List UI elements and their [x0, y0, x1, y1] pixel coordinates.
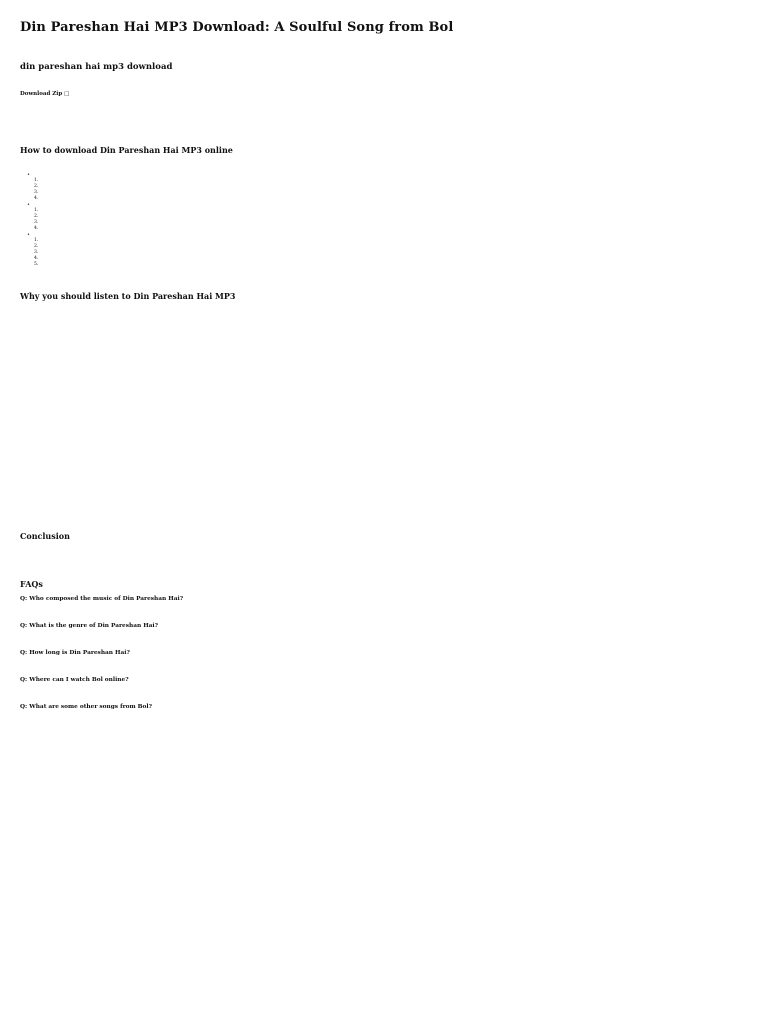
- lyrics-stanza-1: [34, 350, 334, 375]
- conclusion-heading: Conclusion: [20, 531, 70, 541]
- text-line: [20, 637, 750, 641]
- bullet-icon: •: [27, 232, 30, 238]
- text-line: [20, 664, 750, 668]
- text-line: [20, 124, 750, 128]
- text-line: [20, 43, 750, 47]
- text-line: [20, 566, 750, 570]
- faq-answer: [20, 637, 750, 643]
- step-number: 1.: [34, 208, 39, 213]
- text-line: [20, 306, 750, 310]
- lyric-line: [34, 369, 334, 375]
- lyric-line: [34, 460, 334, 466]
- text-line: [20, 547, 750, 551]
- faq-question: Q: How long is Din Pareshan Hai?: [20, 650, 130, 656]
- site-steps: [34, 238, 754, 268]
- step-number: 1.: [34, 178, 39, 183]
- step-number: 3.: [34, 190, 39, 195]
- step-number: 4.: [34, 196, 39, 201]
- step-number: 4.: [34, 226, 39, 231]
- step-number: 2.: [34, 184, 39, 189]
- download-separator-icon: □: [64, 91, 70, 97]
- download-label: Download Zip: [20, 91, 63, 97]
- faq-question: Q: Where can I watch Bol online?: [20, 677, 129, 683]
- text-line: [20, 332, 750, 336]
- faq-answer: [20, 718, 750, 724]
- sites-intro-paragraph: [20, 160, 750, 166]
- bullet-icon: •: [27, 172, 30, 178]
- faq-answer: [20, 691, 750, 697]
- step-number: 5.: [34, 262, 39, 267]
- site-item-wynk: [27, 202, 754, 232]
- text-line: [20, 553, 750, 557]
- step-number: 3.: [34, 220, 39, 225]
- bol-paragraph: [20, 124, 750, 135]
- download-zip-line: [20, 91, 69, 97]
- text-line: [20, 691, 750, 695]
- lyrics-intro-paragraph: [20, 332, 750, 338]
- text-line: [20, 49, 750, 53]
- text-line: [20, 610, 750, 614]
- intro-paragraph: [20, 43, 750, 54]
- lyrics-stanza-2: [34, 383, 334, 408]
- step-number: 1.: [34, 238, 39, 243]
- step-number: 2.: [34, 214, 39, 219]
- text-line: [20, 312, 750, 316]
- faq-answer: [20, 664, 750, 670]
- text-line: [20, 130, 750, 134]
- step-number: 4.: [34, 256, 39, 261]
- why-heading: Why you should listen to Din Pareshan Hai MP3: [20, 291, 236, 301]
- bullet-icon: •: [27, 202, 30, 208]
- lyric-line: [34, 402, 334, 408]
- step-item: [34, 262, 754, 268]
- lyric-line: [34, 507, 334, 513]
- faq-answer: [20, 610, 750, 616]
- how-to-heading: How to download Din Pareshan Hai MP3 online: [20, 145, 233, 155]
- faq-question: Q: What is the genre of Din Pareshan Hai?: [20, 623, 159, 629]
- step-number: 2.: [34, 244, 39, 249]
- faq-question: Q: What are some other songs from Bol?: [20, 704, 153, 710]
- article-title: Din Pareshan Hai MP3 Download: A Soulful Song from Bol: [20, 20, 454, 35]
- keyword-subheading: din pareshan hai mp3 download: [20, 62, 173, 72]
- faq-question: Q: Who composed the music of Din Pareshan Hai?: [20, 596, 184, 602]
- step-number: 3.: [34, 250, 39, 255]
- faqs-heading: FAQs: [20, 579, 43, 589]
- why-paragraph: [20, 306, 750, 317]
- text-line: [20, 718, 750, 722]
- text-line: [20, 160, 750, 164]
- lyrics-stanza-3: [34, 429, 334, 467]
- site-steps: [34, 178, 754, 202]
- lyrics-stanza-4: [34, 476, 334, 514]
- site-steps: [34, 208, 754, 232]
- site-item-youtube: [27, 232, 754, 268]
- feedback-paragraph: [20, 566, 750, 572]
- site-item-jiosaavn: [27, 172, 754, 202]
- site-list: [27, 172, 754, 268]
- conclusion-paragraph: [20, 547, 750, 558]
